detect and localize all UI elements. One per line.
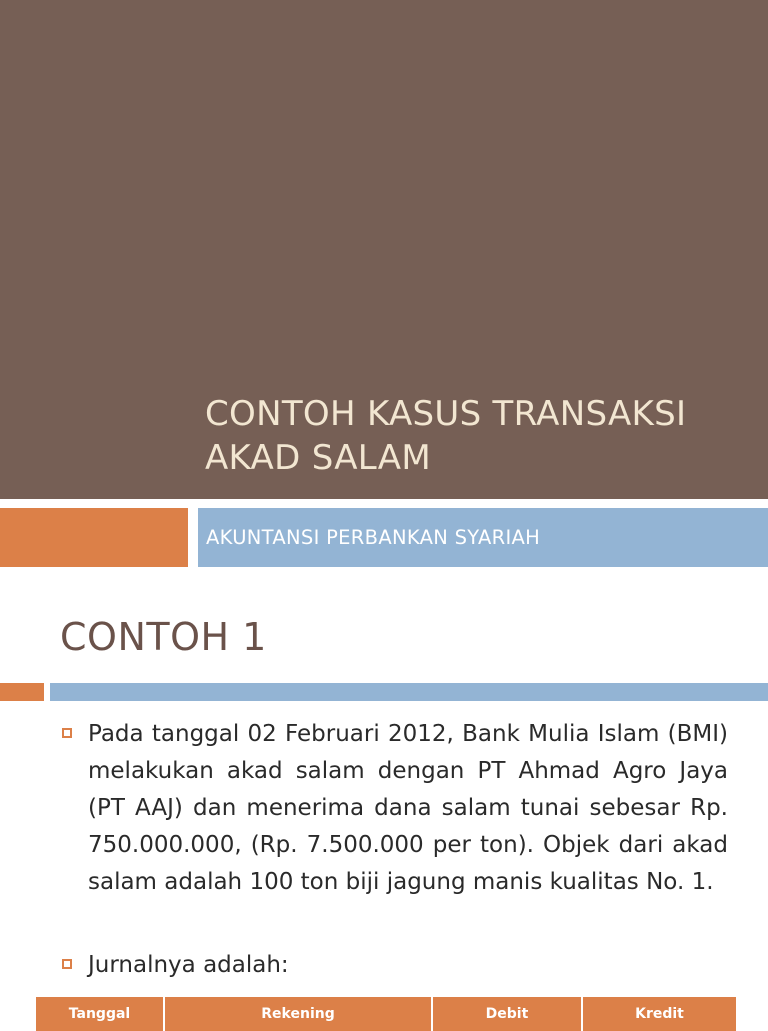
bullet-text: Jurnalnya adalah: <box>88 952 289 978</box>
bullet-text: Pada tanggal 02 Februari 2012, Bank Mulia Islam (BMI) melakukan akad salam dengan PT Ahmad Agro Jaya (PT AAJ) dan menerima dana salam tunai sebesar Rp. 750.000.000, (Rp. 7.500.000 per ton). Objek dari akad salam adalah 100 ton biji jagung manis kualitas No. 1. <box>88 721 728 895</box>
orange-divider-bar <box>0 683 44 701</box>
journal-table <box>36 997 736 1031</box>
blue-divider-bar <box>50 683 768 701</box>
column-header-rekening: Rekening <box>164 997 432 1031</box>
title-slide-subtitle: AKUNTANSI PERBANKAN SYARIAH <box>206 526 541 549</box>
column-header-debit: Debit <box>432 997 582 1031</box>
title-slide-heading <box>205 392 745 480</box>
bullet-item <box>62 947 728 984</box>
hollow-square-icon <box>62 728 72 738</box>
table-header-row <box>36 997 736 1031</box>
hollow-square-icon <box>62 959 72 969</box>
orange-accent-bar <box>0 508 188 567</box>
content-slide-heading: CONTOH 1 <box>60 615 267 659</box>
column-header-tanggal: Tanggal <box>36 997 164 1031</box>
bullet-item <box>62 716 728 901</box>
column-header-kredit: Kredit <box>582 997 736 1031</box>
title-line-2: AKAD SALAM <box>205 438 431 478</box>
title-line-1: CONTOH KASUS TRANSAKSI <box>205 394 687 434</box>
